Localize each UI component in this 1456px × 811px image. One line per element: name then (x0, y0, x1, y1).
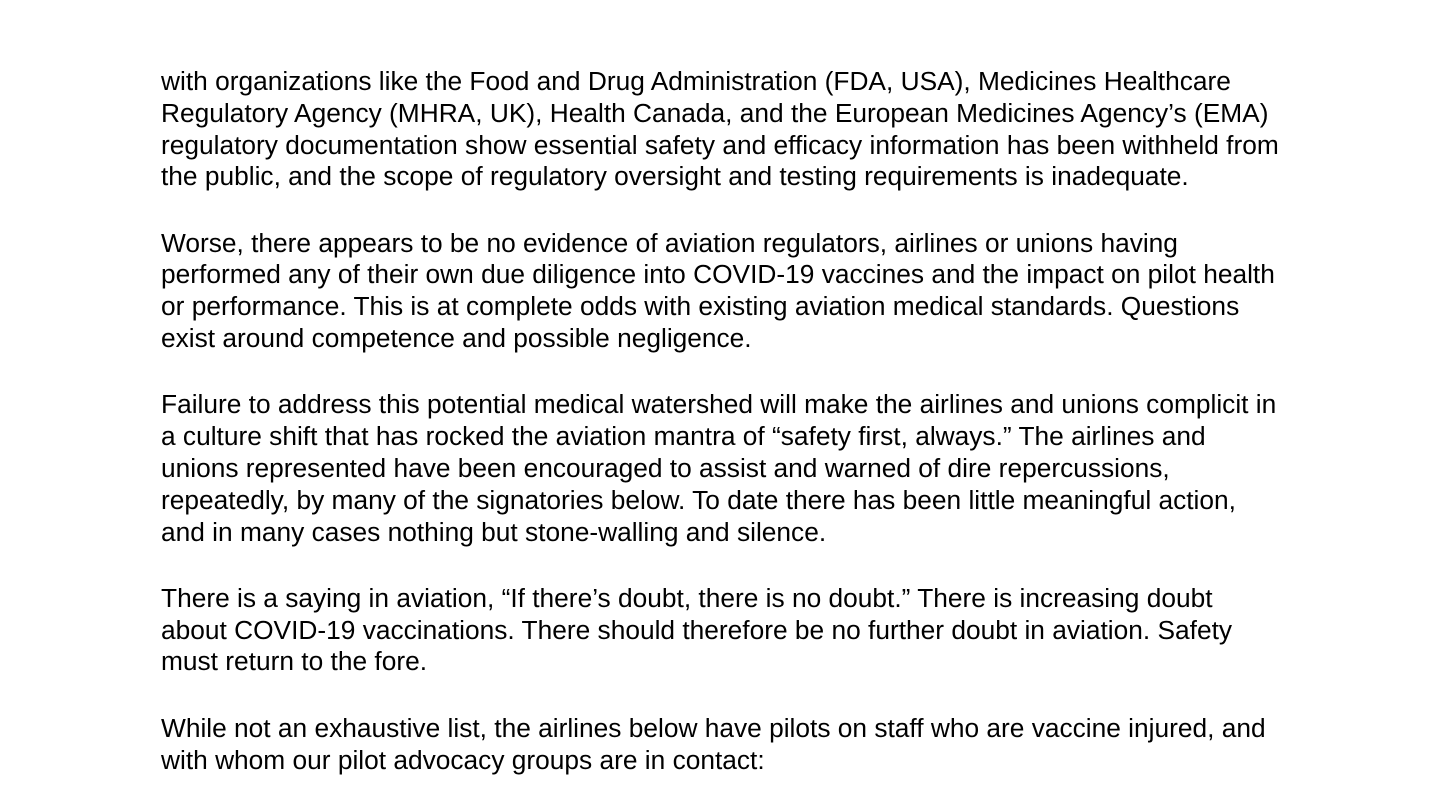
text-line: Failure to address this potential medical watershed will make the airlines and unions complicit in (161, 389, 1277, 420)
text-line: Regulatory Agency (MHRA, UK), Health Canada, and the European Medicines Agency’s (EMA) (161, 97, 1269, 128)
text-line: a culture shift that has rocked the aviation mantra of “safety first, always.” The airlines and (161, 421, 1206, 452)
text-line: There is a saying in aviation, “If there’s doubt, there is no doubt.” There is increasing doubt (161, 582, 1213, 613)
paragraph-airlines-list-intro (161, 713, 1351, 777)
text-line: with whom our pilot advocacy groups are in contact: (161, 744, 765, 775)
text-line: regulatory documentation show essential safety and efficacy information has been withheld from (161, 129, 1279, 160)
text-line: and in many cases nothing but stone-walling and silence. (161, 516, 827, 547)
text-line: performed any of their own due diligence into COVID-19 vaccines and the impact on pilot health (161, 259, 1275, 290)
text-line: repeatedly, by many of the signatories below. To date there has been little meaningful action, (161, 484, 1236, 515)
text-line: While not an exhaustive list, the airlines below have pilots on staff who are vaccine injured, and (161, 712, 1266, 743)
text-line: unions represented have been encouraged to assist and warned of dire repercussions, (161, 452, 1170, 483)
text-line: or performance. This is at complete odds with existing aviation medical standards. Questions (161, 291, 1240, 322)
text-line: Worse, there appears to be no evidence of aviation regulators, airlines or unions having (161, 227, 1178, 258)
paragraph-regulatory-documentation (161, 66, 1351, 193)
document-body (161, 66, 1351, 811)
paragraph-due-diligence (161, 228, 1351, 355)
text-line: with organizations like the Food and Drug Administration (FDA, USA), Medicines Healthcare (161, 66, 1231, 96)
text-line: exist around competence and possible negligence. (161, 323, 752, 354)
paragraph-aviation-saying (161, 583, 1351, 678)
text-line: the public, and the scope of regulatory oversight and testing requirements is inadequate. (161, 161, 1189, 192)
text-line: must return to the fore. (161, 646, 428, 677)
text-line: about COVID-19 vaccinations. There should therefore be no further doubt in aviation. Safety (161, 614, 1233, 645)
paragraph-medical-watershed (161, 389, 1351, 548)
